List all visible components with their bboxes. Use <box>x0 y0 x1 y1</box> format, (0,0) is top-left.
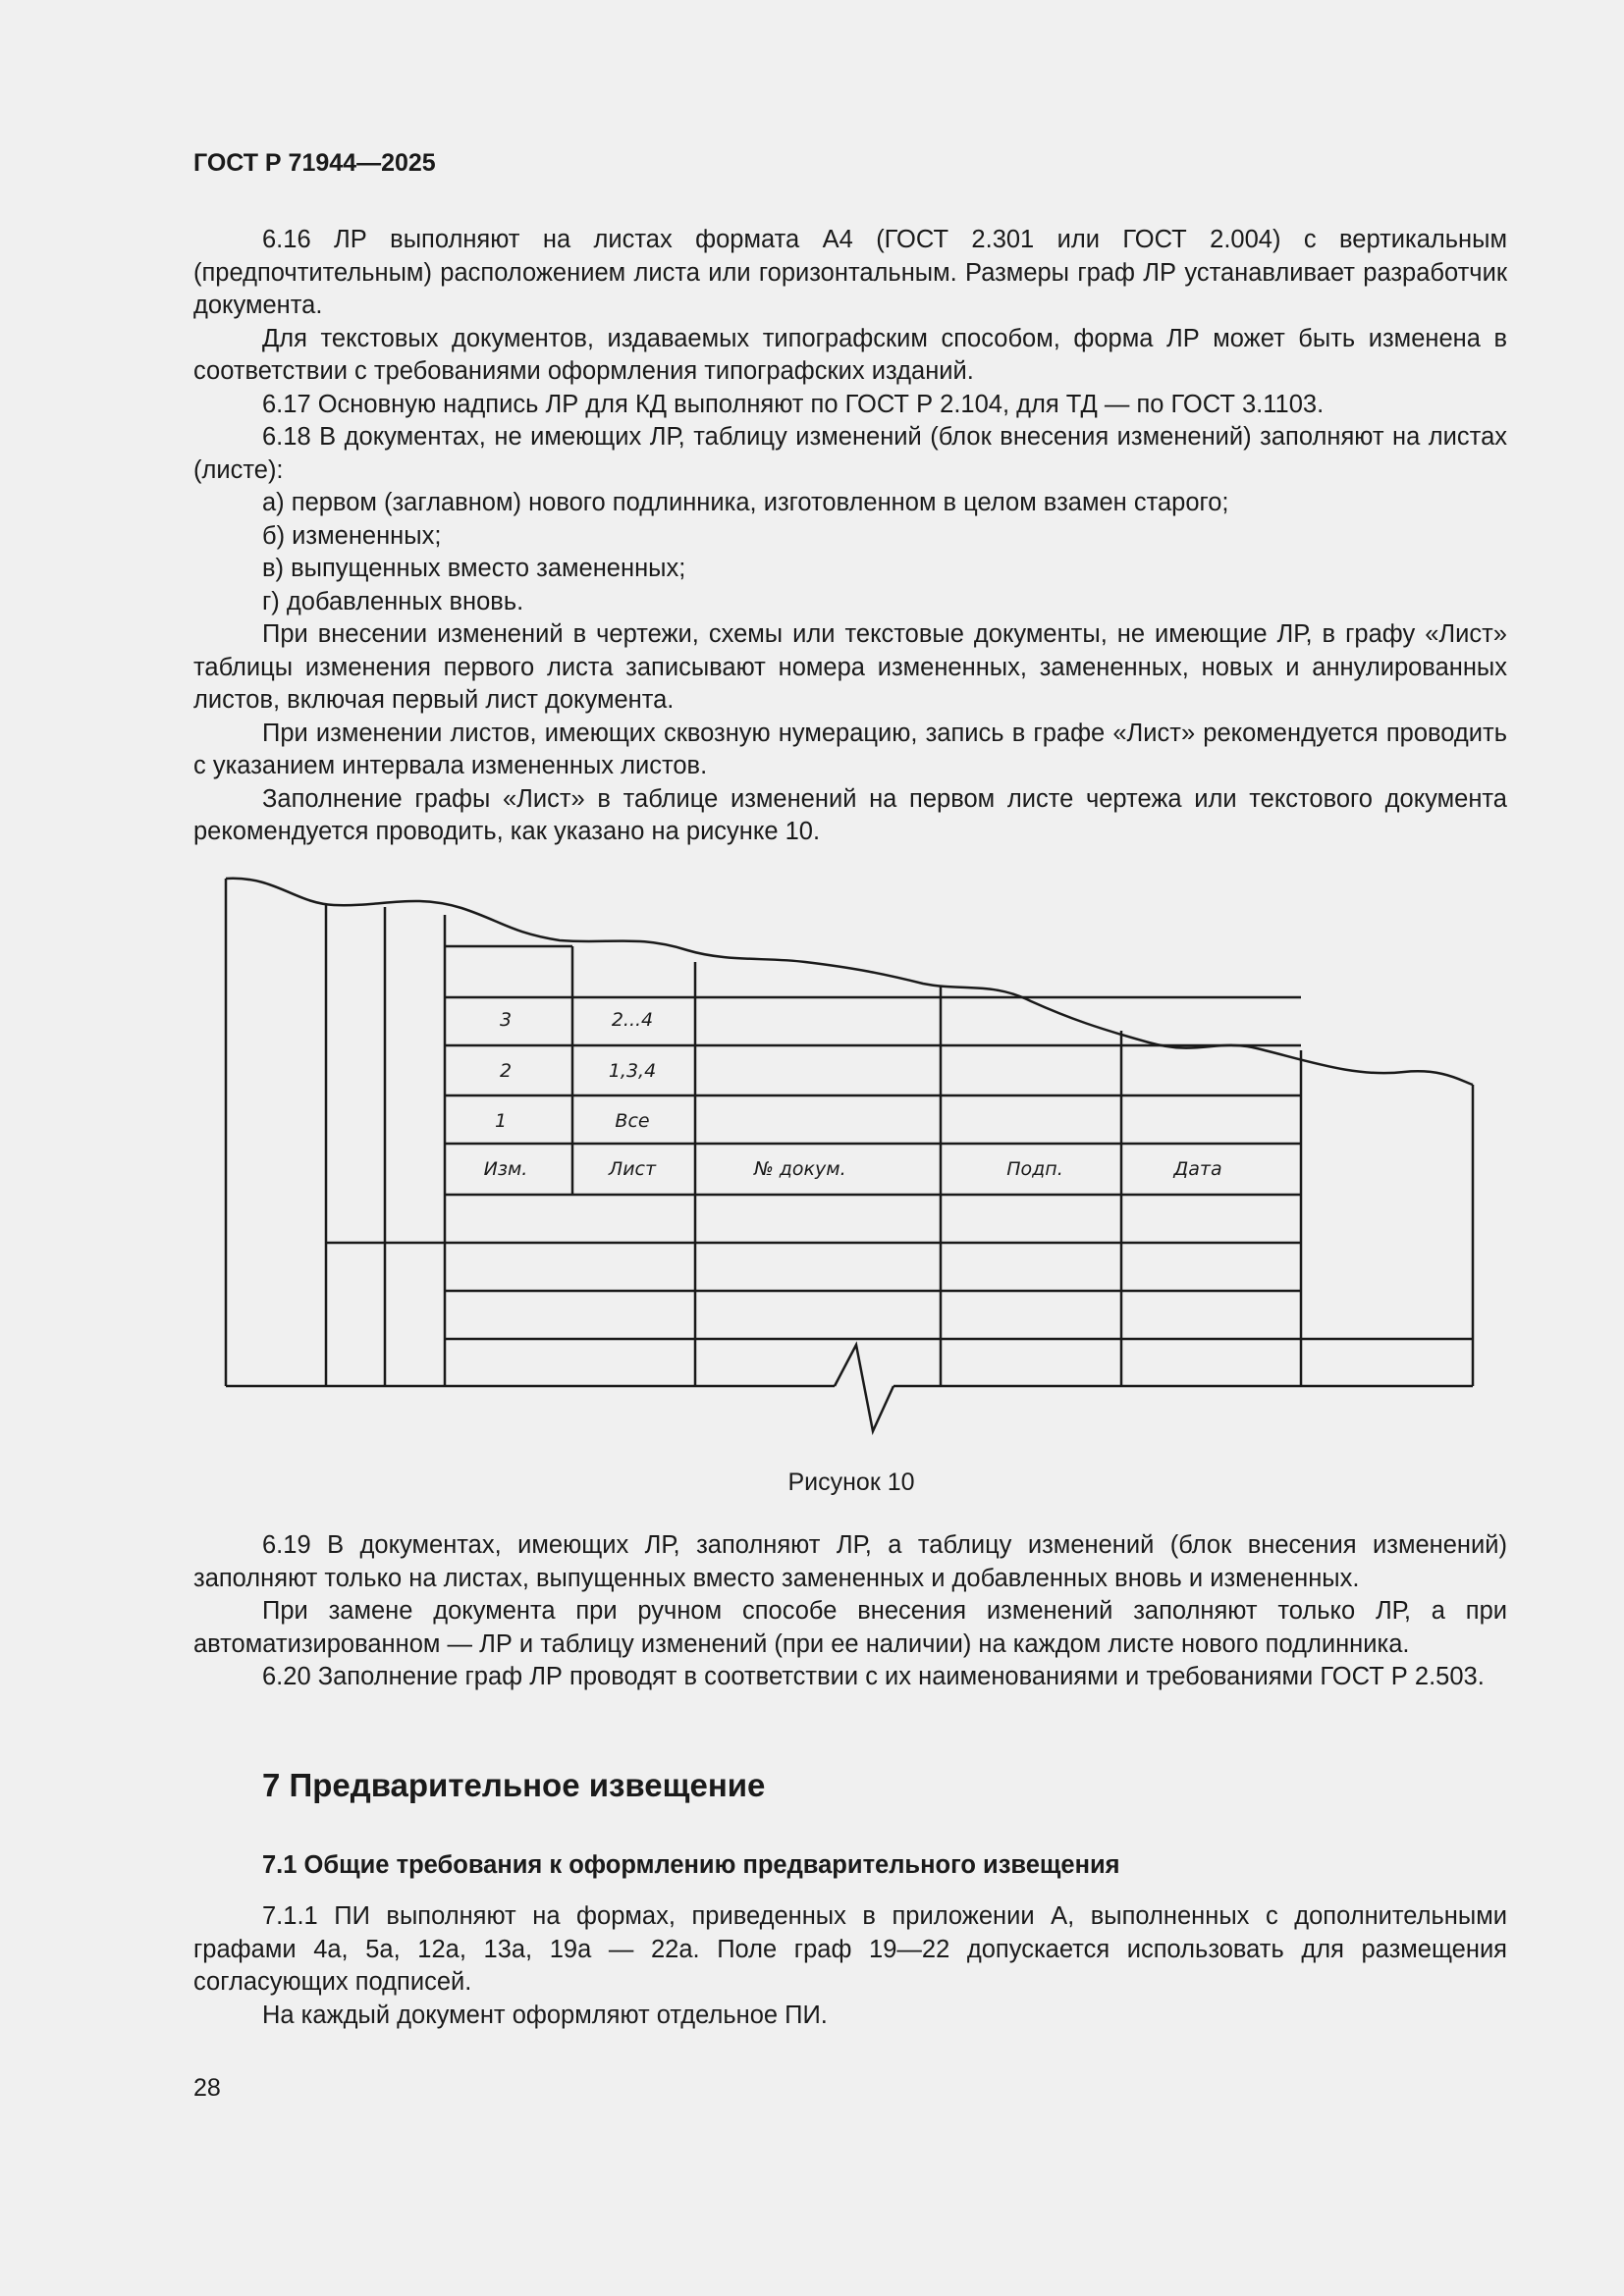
paragraph: Заполнение графы «Лист» в таблице изменений на первом листе чертежа или текстового документа рекомендуется проводить, как указано на рисунке 10. <box>193 784 1507 845</box>
row-izm-2: 2 <box>499 1060 513 1082</box>
paragraph: 6.20 Заполнение граф ЛР проводят в соответствии с их наименованиями и требованиями ГОСТ Р 2.503. <box>262 1663 1485 1690</box>
paragraph: 7.1.1 ПИ выполняют на формах, приведенных в приложении А, выполненных с дополнительными графами 4а, 5а, 12а, 13а, 19а — 22а. Поле граф 19—22 допускается использовать для размещения согласующих подписей. <box>193 1902 1507 1996</box>
paragraph: 6.19 В документах, имеющих ЛР, заполняют ЛР, а таблицу изменений (блок внесения изменений) заполняют только на листах, выпущенных вместо замененных и добавленных вновь и измененных. <box>193 1531 1507 1592</box>
section-6-text-top <box>193 224 1507 849</box>
paragraph: 6.16 ЛР выполняют на листах формата А4 (ГОСТ 2.301 или ГОСТ 2.004) с вертикальным (предпочтительным) расположением листа или горизонтальным. Размеры граф ЛР устанавливает разработчик документа. <box>193 226 1507 319</box>
list-item: б) измененных; <box>262 521 442 550</box>
paragraph: При внесении изменений в чертежи, схемы или текстовые документы, не имеющие ЛР, в графу «Лист» таблицы изменения первого листа записывают номера измененных, замененных, новых и аннулированных листов, включая первый лист документа. <box>193 620 1507 714</box>
figure-10-change-table <box>216 864 1492 1443</box>
paragraph: 6.17 Основную надпись ЛР для КД выполняют по ГОСТ Р 2.104, для ТД — по ГОСТ 3.1103. <box>262 390 1325 418</box>
header-n-dokum: № докум. <box>754 1158 846 1180</box>
page-number: 28 <box>193 2074 221 2102</box>
row-izm-3: 3 <box>499 1009 513 1031</box>
list-item: а) первом (заглавном) нового подлинника, изготовленном в целом взамен старого; <box>262 489 1229 516</box>
paragraph: 6.18 В документах, не имеющих ЛР, таблицу изменений (блок внесения изменений) заполняют на листах (листе): <box>193 423 1507 484</box>
header-data: Дата <box>1173 1158 1222 1180</box>
row-list-3: 2...4 <box>611 1009 654 1031</box>
paragraph: При изменении листов, имеющих сквозную нумерацию, запись в графе «Лист» рекомендуется проводить с указанием интервала измененных листов. <box>193 719 1507 779</box>
row-list-2: 1,3,4 <box>608 1060 657 1082</box>
paragraph: При замене документа при ручном способе внесения изменений заполняют только ЛР, а при автоматизированном — ЛР и таблицу изменений (при ее наличии) на каждом листе нового подлинника. <box>193 1597 1507 1658</box>
section-7-1-subtitle: 7.1 Общие требования к оформлению предварительного извещения <box>262 1851 1120 1879</box>
row-list-1: Все <box>615 1110 650 1132</box>
document-code: ГОСТ Р 71944—2025 <box>193 149 436 177</box>
section-7-text <box>193 1900 1507 2032</box>
list-item: в) выпущенных вместо замененных; <box>262 555 686 582</box>
paragraph: На каждый документ оформляют отдельное ПИ. <box>262 2001 828 2029</box>
paragraph: Для текстовых документов, издаваемых типографским способом, форма ЛР может быть изменена в соответствии с требованиями оформления типографских изданий. <box>193 324 1507 385</box>
header-izm: Изм. <box>483 1158 528 1180</box>
figure-caption: Рисунок 10 <box>787 1468 915 1496</box>
header-list: Лист <box>608 1158 657 1180</box>
section-6-text-bottom <box>193 1529 1507 1694</box>
section-7-title: 7 Предварительное извещение <box>262 1767 766 1803</box>
list-item: г) добавленных вновь. <box>262 587 524 615</box>
header-podp: Подп. <box>1006 1158 1063 1180</box>
row-izm-1: 1 <box>494 1110 508 1132</box>
change-table-drawing <box>216 864 1492 1443</box>
